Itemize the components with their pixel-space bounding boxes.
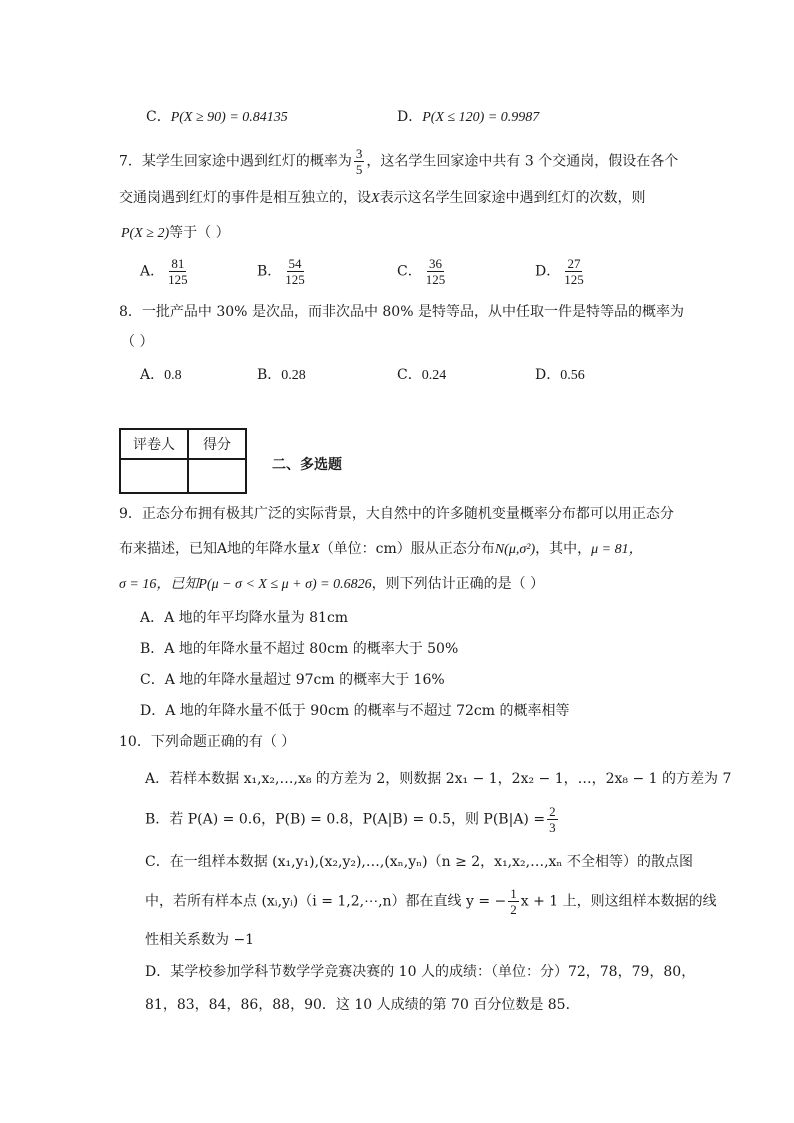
denominator: 2: [510, 902, 517, 917]
denominator: 125: [425, 272, 446, 287]
option-value: 0.24: [421, 368, 447, 383]
q9-text: 布来描述，已知A地的年降水量: [119, 541, 312, 557]
q9-line3: [119, 573, 544, 593]
option-label: B．: [257, 263, 282, 280]
expr: μ = 81，: [591, 542, 643, 557]
q9-line2: [119, 538, 643, 558]
grader-box: [119, 428, 247, 494]
q10-option-c-line3: 性相关系数为 −1: [145, 932, 255, 948]
option-d-prev: [397, 106, 539, 126]
option-fraction: [283, 256, 307, 287]
option-expr: P(X ≤ 120) = 0.9987: [422, 110, 540, 125]
option-text: 在一组样本数据 (x₁,y₁),(x₂,y₂),…,(xₙ,yₙ)（n ≥ 2，x₁,x₂,…,xₙ 不全相等）的散点图: [169, 854, 693, 870]
option-label: A．: [140, 263, 165, 280]
q7-line3: [121, 222, 230, 242]
denominator: 3: [549, 820, 556, 835]
numerator: 1: [510, 886, 517, 901]
question-number: 10．: [119, 734, 151, 750]
variable: X: [311, 542, 320, 557]
denominator: 125: [168, 272, 188, 287]
question-number: 8．: [119, 304, 142, 320]
q9-option-a: [140, 607, 348, 627]
q10-stem: [119, 731, 295, 751]
grader-cell[interactable]: [120, 459, 188, 493]
option-label: B．: [145, 811, 170, 828]
option-text: A 地的年降水量不低于 90cm 的概率与不超过 72cm 的概率相等: [165, 703, 570, 719]
numerator: 81: [171, 256, 185, 271]
numerator: 2: [549, 804, 556, 819]
expr: σ = 16，已知: [119, 577, 199, 592]
numerator: 54: [288, 256, 302, 271]
option-label: A．: [145, 771, 170, 787]
option-text: x + 1 上，则这组样本数据的线: [520, 893, 717, 910]
q9-text: 正态分布拥有极其广泛的实际背景，大自然中的许多随机变量概率分布都可以用正态分: [141, 506, 674, 522]
numerator: 27: [567, 256, 581, 271]
q7-text: 等于（ ）: [169, 225, 230, 241]
q7-text: 表示这名学生回家途中遇到红灯的次数，则: [379, 190, 646, 206]
option-label: C．: [145, 854, 170, 870]
option-text: 中，若所有样本点 (xᵢ,yᵢ)（i = 1,2,⋯,n）都在直线 y = −: [145, 893, 507, 910]
option-label: D．: [535, 263, 561, 280]
question-number: 9．: [119, 506, 142, 522]
score-cell[interactable]: [188, 459, 246, 493]
option-text: 若样本数据 x₁,x₂,…,x₈ 的方差为 2，则数据 2x₁ − 1，2x₂ − 1，…，2x₈ − 1 的方差为 7: [169, 771, 732, 787]
q8-option-a: [140, 364, 182, 384]
option-text: 某学校参加学科节数学学竞赛决赛的 10 人的成绩：（单位：分）72，78，79，80，: [170, 964, 696, 980]
q8-text: 一批产品中 30% 是次品，而非次品中 80% 是特等品，从中任取一件是特等品的概率为: [141, 304, 684, 320]
option-value: 0.56: [560, 368, 585, 383]
q10-option-b: [145, 804, 560, 835]
option-label: B．: [140, 641, 165, 657]
q7-text: 某学生回家途中遇到红灯的概率为: [141, 153, 352, 170]
option-value: 0.8: [164, 368, 182, 383]
q8-line2: （ ）: [121, 334, 154, 350]
option-label: A．: [140, 367, 165, 383]
option-text: 若 P(A) = 0.6，P(B) = 0.8，P(A|B) = 0.5，则 P(B|A) =: [169, 811, 546, 828]
numerator: 36: [428, 256, 442, 271]
q7-option-b: [257, 256, 309, 287]
numerator: 3: [355, 146, 363, 161]
option-label: C．: [397, 367, 422, 383]
option-label: D．: [397, 109, 423, 125]
q7-text: 交通岗遇到红灯的事件是相互独立的，设: [119, 190, 371, 206]
denominator: 125: [285, 272, 305, 287]
option-text: A 地的年平均降水量为 81cm: [164, 610, 349, 626]
option-fraction: [547, 804, 558, 835]
section-title: 二、多选题: [272, 457, 342, 473]
option-expr: P(X ≥ 90) = 0.84135: [170, 110, 288, 125]
expr: P(μ − σ < X ≤ μ + σ) = 0.6826: [198, 577, 372, 592]
option-fraction: [562, 256, 586, 287]
q7-fraction: [354, 146, 365, 177]
option-label: A．: [140, 610, 165, 626]
q8-line1: [119, 301, 684, 321]
q9-option-d: [140, 700, 569, 720]
variable: X: [371, 191, 380, 206]
q7-option-d: [535, 256, 588, 287]
q7-option-a: [140, 256, 192, 287]
option-c-prev: [146, 106, 288, 126]
q7-text: ，这名学生回家途中共有 3 个交通岗，假设在各个: [366, 153, 679, 170]
q9-text: ，则下列估计正确的是（ ）: [371, 576, 545, 592]
expr: P(X ≥ 2): [121, 226, 170, 241]
option-label: C．: [397, 263, 422, 280]
option-text: A 地的年降水量不超过 80cm 的概率大于 50%: [164, 641, 459, 657]
option-label: D．: [535, 367, 561, 383]
q7-line2: [119, 187, 646, 207]
q8-option-c: [397, 364, 446, 384]
denominator: 125: [564, 272, 584, 287]
option-label: C．: [140, 672, 165, 688]
expr: N(μ,σ²): [494, 542, 536, 557]
denominator: 5: [355, 162, 363, 177]
q9-line1: [119, 503, 674, 523]
q9-text: ，其中，: [535, 541, 592, 557]
q8-option-d: [535, 364, 585, 384]
option-label: D．: [140, 703, 166, 719]
q10-option-d-line1: [145, 961, 695, 981]
q9-option-b: [140, 638, 458, 658]
grader-label: 评卷人: [120, 429, 188, 459]
q7-line1: [119, 146, 678, 177]
option-label: C．: [146, 109, 171, 125]
q7-option-c: [397, 256, 449, 287]
q9-text: （单位：cm）服从正态分布: [319, 541, 495, 557]
option-fraction: [424, 256, 448, 287]
score-label: 得分: [188, 429, 246, 459]
q10-option-a: [145, 768, 731, 788]
q9-option-c: [140, 669, 445, 689]
q8-option-b: [257, 364, 306, 384]
question-number: 7．: [119, 153, 142, 170]
option-value: 0.28: [281, 368, 306, 383]
option-fraction: [508, 886, 519, 917]
option-label: D．: [145, 964, 171, 980]
q10-option-c-line2: [145, 886, 717, 917]
q10-option-d-line2: 81，83，84，86，88，90．这 10 人成绩的第 70 百分位数是 85．: [145, 997, 580, 1013]
option-label: B．: [257, 367, 282, 383]
q10-text: 下列命题正确的有（ ）: [150, 734, 296, 750]
q10-option-c-line1: [145, 851, 693, 871]
option-fraction: [166, 256, 190, 287]
option-text: A 地的年降水量超过 97cm 的概率大于 16%: [164, 672, 445, 688]
